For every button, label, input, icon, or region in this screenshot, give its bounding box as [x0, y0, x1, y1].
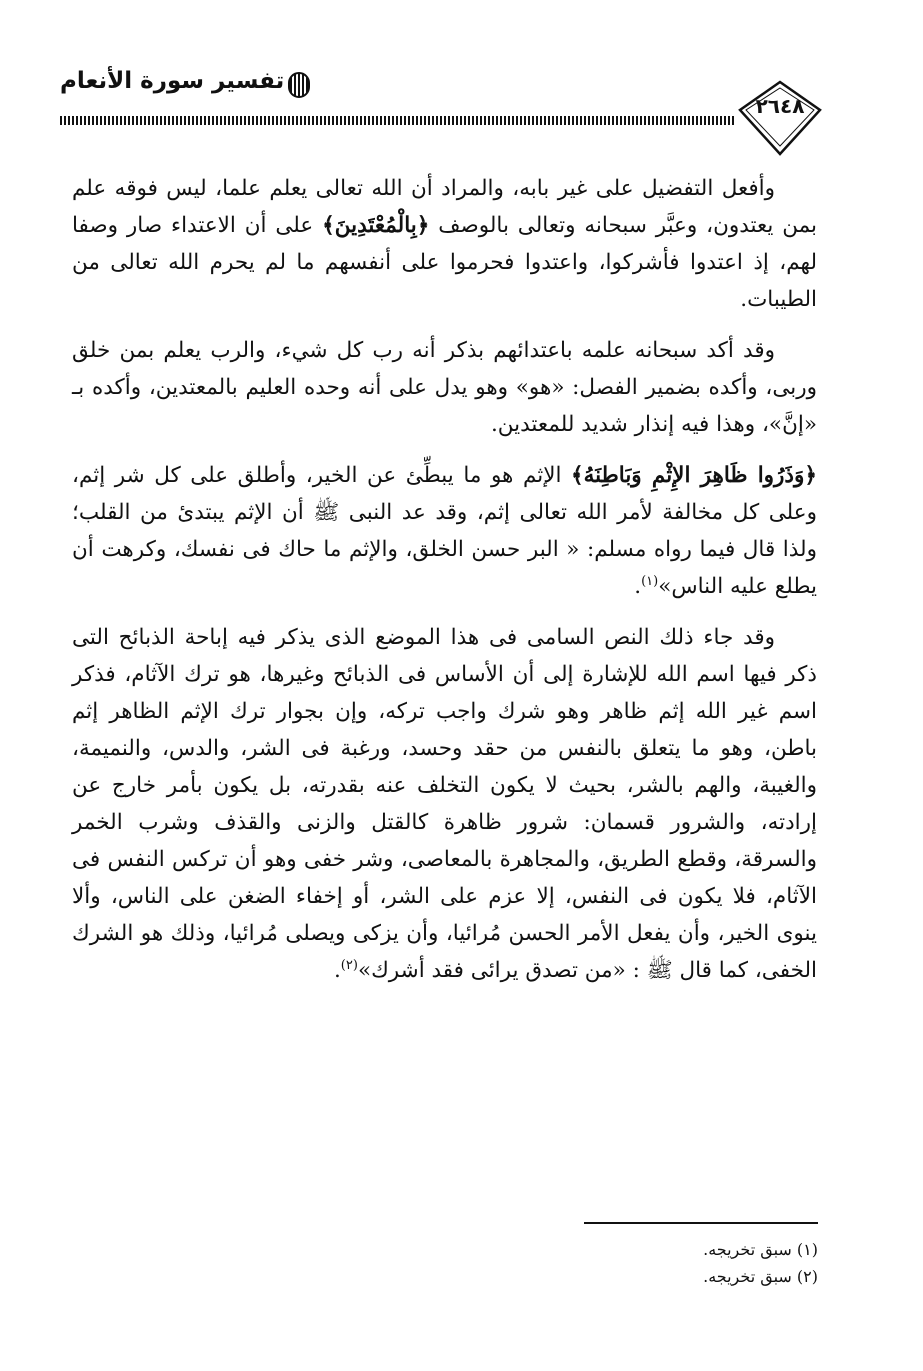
footnote-1: (١) سبق تخريجه.	[703, 1240, 818, 1259]
paragraph-4-text: وقد جاء ذلك النص السامى فى هذا الموضع الذى يذكر فيه إباحة الذبائح التى ذكر فيها اسم الله للإشارة إلى أن الأساس فى الذبائح وغيرها، هو ترك الآثام، فذكر اسم غير الله إثم ظاهر وهو شرك واجب تركه، وإن بجوار ترك الإثم الظاهر إثم باطن، وهو ما يتعلق بالنفس من حقد وحسد، ورغبة فى الشر، والدس، والنميمة، والغيبة، والهم بالشر، بحيث لا يكون التخلف عنه بقدرته، بل يكون بأمر خارج عن إرادته، والشرور قسمان: شرور ظاهرة كالقتل والزنى والقذف وشرب الخمر والسرقة، وقطع الطريق، والمجاهرة بالمعاصى، وشر خفى وهو أن تركس النفس فى الآثام، فلا يكون فى النفس، إلا عزم على الشر، أو إخفاء الضغن على الناس، وألا ينوى الخير، وأن يفعل الأمر الحسن مُرائيا، وأن يزكى ويصلى مُرائيا، وذلك هو الشرك الخفى، كما قال ﷺ : «من تصدق يرائى فقد أشرك»	[72, 625, 817, 983]
header-ornament-icon	[288, 72, 310, 98]
running-header-title: تفسير سورة الأنعام	[60, 68, 285, 94]
footnote-ref: (٢)	[340, 957, 358, 973]
paragraph-4	[72, 619, 817, 989]
page-number: ٢٦٤٨	[755, 94, 805, 118]
footnote-ref: (١)	[641, 573, 659, 589]
footnote-2: (٢) سبق تخريجه.	[703, 1267, 818, 1286]
paragraph-4-end: .	[333, 958, 341, 983]
paragraph-1	[72, 170, 817, 318]
footnote-rule	[584, 1222, 818, 1224]
paragraph-1-end: على أن الاعتداء صار وصفا لهم، إذ اعتدوا فأشركوا، واعتدوا فحرموا على أنفسهم ما لم يحرم الله تعالى من الطيبات.	[72, 213, 817, 312]
quran-quote: ﴿وَذَرُوا ظَاهِرَ الإِثْمِ وَبَاطِنَهُ﴾	[571, 463, 817, 488]
paragraph-1-text: وأفعل التفضيل على غير بابه، والمراد أن الله تعالى يعلم علما، ليس فوقه علم بمن يعتدون، وعبَّر سبحانه وتعالى بالوصف	[72, 176, 818, 238]
page-number-diamond-icon	[738, 80, 822, 156]
paragraph-2-text: وقد أكد سبحانه علمه باعتدائهم بذكر أنه رب كل شيء، والرب يعلم بمن خلق وربى، وأكده بضمير الفصل: «هو» وهو يدل على أنه وحده العليم بالمعتدين، وأكده بـ «إنَّ»، وهذا فيه إنذار شديد للمعتدين.	[72, 338, 817, 437]
body-text	[72, 170, 817, 1003]
paragraph-3-end: .	[634, 574, 642, 599]
footnotes	[560, 1236, 818, 1290]
paragraph-3-text: الإثم هو ما يبطِّئ عن الخير، وأطلق على كل شر إثم، وعلى كل مخالفة لأمر الله تعالى إثم، وقد عد النبى ﷺ أن الإثم يبتدئ من القلب؛ ولذا قال فيما رواه مسلم: « البر حسن الخلق، والإثم ما حاك فى نفسك، وكرهت أن يطلع عليه الناس»	[72, 463, 817, 599]
paragraph-3	[72, 457, 817, 605]
paragraph-2	[72, 332, 817, 443]
quran-quote: ﴿بِالْمُعْتَدِينَ﴾	[322, 213, 430, 238]
header-rule	[60, 116, 736, 125]
